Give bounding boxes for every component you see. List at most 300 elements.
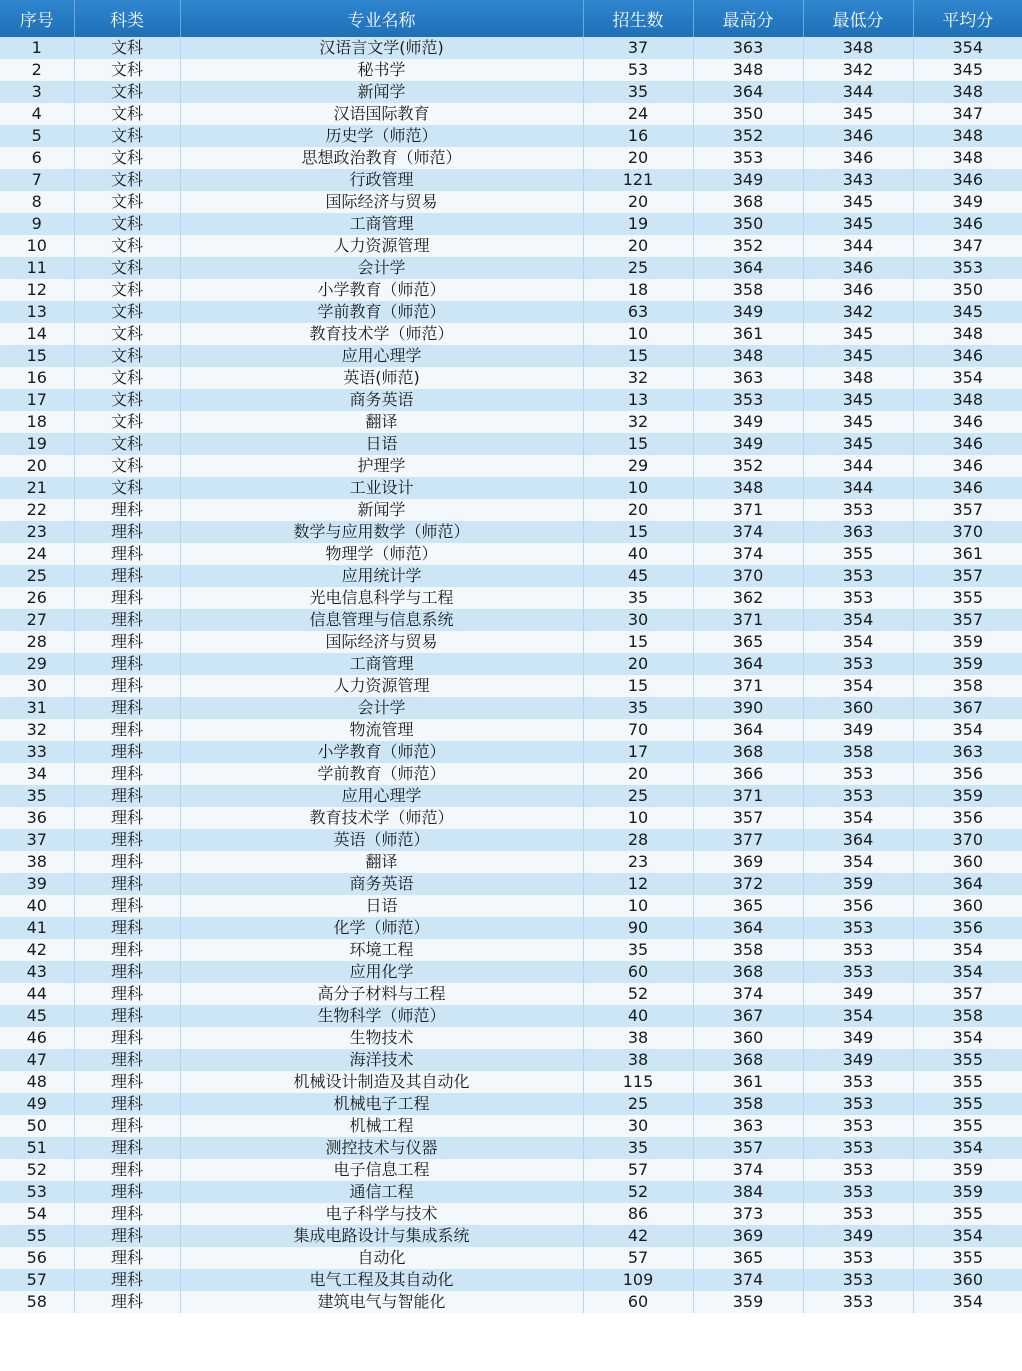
cell-major-name: 数学与应用数学（师范）: [180, 521, 583, 543]
cell-index: 1: [0, 37, 74, 59]
cell-enrollment: 52: [583, 1181, 693, 1203]
cell-average-score: 359: [913, 631, 1022, 653]
cell-lowest-score: 353: [803, 1203, 913, 1225]
cell-major-name: 小学教育（师范）: [180, 279, 583, 301]
cell-lowest-score: 353: [803, 653, 913, 675]
table-row: [0, 653, 1022, 675]
cell-enrollment: 57: [583, 1159, 693, 1181]
cell-category: 文科: [74, 169, 180, 191]
cell-major-name: 教育技术学（师范）: [180, 323, 583, 345]
cell-index: 46: [0, 1027, 74, 1049]
cell-category: 文科: [74, 367, 180, 389]
header-index: 序号: [0, 0, 74, 37]
cell-average-score: 364: [913, 873, 1022, 895]
cell-average-score: 346: [913, 411, 1022, 433]
cell-average-score: 356: [913, 807, 1022, 829]
cell-index: 11: [0, 257, 74, 279]
cell-category: 理科: [74, 741, 180, 763]
cell-lowest-score: 344: [803, 235, 913, 257]
cell-major-name: 自动化: [180, 1247, 583, 1269]
cell-category: 文科: [74, 279, 180, 301]
header-category: 科类: [74, 0, 180, 37]
cell-average-score: 356: [913, 917, 1022, 939]
cell-average-score: 346: [913, 433, 1022, 455]
cell-highest-score: 364: [693, 653, 803, 675]
cell-lowest-score: 356: [803, 895, 913, 917]
cell-enrollment: 25: [583, 257, 693, 279]
cell-lowest-score: 354: [803, 851, 913, 873]
table-row: [0, 895, 1022, 917]
cell-category: 理科: [74, 1159, 180, 1181]
cell-enrollment: 15: [583, 631, 693, 653]
table-row: [0, 587, 1022, 609]
cell-index: 36: [0, 807, 74, 829]
cell-average-score: 370: [913, 521, 1022, 543]
cell-category: 理科: [74, 1291, 180, 1313]
cell-index: 49: [0, 1093, 74, 1115]
cell-highest-score: 374: [693, 521, 803, 543]
cell-enrollment: 20: [583, 763, 693, 785]
cell-category: 理科: [74, 1005, 180, 1027]
cell-category: 文科: [74, 389, 180, 411]
cell-index: 52: [0, 1159, 74, 1181]
cell-major-name: 行政管理: [180, 169, 583, 191]
cell-enrollment: 86: [583, 1203, 693, 1225]
cell-major-name: 应用化学: [180, 961, 583, 983]
cell-average-score: 357: [913, 499, 1022, 521]
cell-enrollment: 23: [583, 851, 693, 873]
cell-highest-score: 363: [693, 367, 803, 389]
cell-enrollment: 35: [583, 1137, 693, 1159]
cell-highest-score: 360: [693, 1027, 803, 1049]
cell-category: 理科: [74, 895, 180, 917]
cell-lowest-score: 353: [803, 961, 913, 983]
cell-lowest-score: 359: [803, 873, 913, 895]
cell-lowest-score: 354: [803, 675, 913, 697]
cell-category: 文科: [74, 477, 180, 499]
cell-category: 理科: [74, 785, 180, 807]
table-row: [0, 829, 1022, 851]
cell-average-score: 347: [913, 235, 1022, 257]
cell-index: 30: [0, 675, 74, 697]
cell-average-score: 348: [913, 125, 1022, 147]
cell-lowest-score: 358: [803, 741, 913, 763]
cell-enrollment: 32: [583, 411, 693, 433]
cell-category: 理科: [74, 1115, 180, 1137]
cell-major-name: 工业设计: [180, 477, 583, 499]
cell-category: 文科: [74, 323, 180, 345]
cell-index: 14: [0, 323, 74, 345]
cell-index: 34: [0, 763, 74, 785]
cell-category: 理科: [74, 807, 180, 829]
table-row: [0, 103, 1022, 125]
cell-average-score: 360: [913, 1269, 1022, 1291]
cell-average-score: 357: [913, 983, 1022, 1005]
table-row: [0, 411, 1022, 433]
cell-lowest-score: 353: [803, 1115, 913, 1137]
cell-index: 19: [0, 433, 74, 455]
cell-highest-score: 357: [693, 807, 803, 829]
cell-lowest-score: 364: [803, 829, 913, 851]
cell-index: 39: [0, 873, 74, 895]
cell-major-name: 应用心理学: [180, 785, 583, 807]
cell-highest-score: 359: [693, 1291, 803, 1313]
cell-major-name: 汉语言文学(师范): [180, 37, 583, 59]
cell-enrollment: 20: [583, 235, 693, 257]
cell-highest-score: 371: [693, 675, 803, 697]
cell-lowest-score: 354: [803, 631, 913, 653]
cell-highest-score: 348: [693, 477, 803, 499]
cell-enrollment: 15: [583, 433, 693, 455]
cell-lowest-score: 353: [803, 1093, 913, 1115]
cell-average-score: 353: [913, 257, 1022, 279]
table-row: [0, 521, 1022, 543]
cell-lowest-score: 345: [803, 213, 913, 235]
cell-category: 理科: [74, 829, 180, 851]
cell-lowest-score: 349: [803, 1027, 913, 1049]
cell-average-score: 345: [913, 301, 1022, 323]
cell-category: 理科: [74, 1203, 180, 1225]
cell-average-score: 358: [913, 675, 1022, 697]
cell-highest-score: 369: [693, 1225, 803, 1247]
table-row: [0, 213, 1022, 235]
table-row: [0, 917, 1022, 939]
cell-index: 32: [0, 719, 74, 741]
cell-highest-score: 363: [693, 37, 803, 59]
cell-index: 57: [0, 1269, 74, 1291]
cell-index: 13: [0, 301, 74, 323]
cell-lowest-score: 343: [803, 169, 913, 191]
cell-major-name: 翻译: [180, 411, 583, 433]
cell-lowest-score: 346: [803, 147, 913, 169]
cell-index: 54: [0, 1203, 74, 1225]
cell-enrollment: 12: [583, 873, 693, 895]
table-row: [0, 1093, 1022, 1115]
cell-highest-score: 361: [693, 1071, 803, 1093]
table-row: [0, 433, 1022, 455]
cell-major-name: 小学教育（师范）: [180, 741, 583, 763]
cell-enrollment: 90: [583, 917, 693, 939]
cell-enrollment: 20: [583, 653, 693, 675]
cell-average-score: 345: [913, 59, 1022, 81]
cell-highest-score: 374: [693, 543, 803, 565]
cell-average-score: 350: [913, 279, 1022, 301]
cell-category: 文科: [74, 301, 180, 323]
cell-average-score: 359: [913, 653, 1022, 675]
cell-index: 41: [0, 917, 74, 939]
cell-enrollment: 38: [583, 1027, 693, 1049]
cell-index: 45: [0, 1005, 74, 1027]
cell-enrollment: 20: [583, 147, 693, 169]
cell-highest-score: 374: [693, 1159, 803, 1181]
cell-lowest-score: 354: [803, 1005, 913, 1027]
cell-major-name: 商务英语: [180, 873, 583, 895]
cell-highest-score: 365: [693, 631, 803, 653]
cell-index: 58: [0, 1291, 74, 1313]
cell-category: 文科: [74, 147, 180, 169]
table-row: [0, 59, 1022, 81]
cell-category: 理科: [74, 1071, 180, 1093]
cell-enrollment: 15: [583, 345, 693, 367]
cell-highest-score: 374: [693, 983, 803, 1005]
cell-lowest-score: 353: [803, 1247, 913, 1269]
cell-highest-score: 367: [693, 1005, 803, 1027]
cell-enrollment: 42: [583, 1225, 693, 1247]
table-row: [0, 147, 1022, 169]
cell-category: 文科: [74, 433, 180, 455]
cell-average-score: 355: [913, 1203, 1022, 1225]
cell-major-name: 英语(师范): [180, 367, 583, 389]
cell-category: 理科: [74, 587, 180, 609]
cell-enrollment: 13: [583, 389, 693, 411]
cell-highest-score: 364: [693, 257, 803, 279]
cell-average-score: 370: [913, 829, 1022, 851]
table-row: [0, 323, 1022, 345]
table-row: [0, 191, 1022, 213]
cell-major-name: 汉语国际教育: [180, 103, 583, 125]
cell-index: 42: [0, 939, 74, 961]
cell-average-score: 346: [913, 477, 1022, 499]
cell-lowest-score: 349: [803, 1049, 913, 1071]
cell-index: 26: [0, 587, 74, 609]
cell-enrollment: 30: [583, 609, 693, 631]
cell-category: 理科: [74, 675, 180, 697]
cell-major-name: 应用统计学: [180, 565, 583, 587]
cell-major-name: 测控技术与仪器: [180, 1137, 583, 1159]
cell-enrollment: 109: [583, 1269, 693, 1291]
cell-enrollment: 16: [583, 125, 693, 147]
cell-major-name: 学前教育（师范）: [180, 301, 583, 323]
cell-index: 50: [0, 1115, 74, 1137]
cell-enrollment: 20: [583, 191, 693, 213]
cell-major-name: 海洋技术: [180, 1049, 583, 1071]
cell-category: 理科: [74, 939, 180, 961]
table-header-row: [0, 0, 1022, 37]
cell-category: 理科: [74, 1093, 180, 1115]
table-row: [0, 367, 1022, 389]
table-row: [0, 1203, 1022, 1225]
cell-index: 31: [0, 697, 74, 719]
cell-category: 文科: [74, 411, 180, 433]
table-row: [0, 1027, 1022, 1049]
cell-enrollment: 37: [583, 37, 693, 59]
cell-lowest-score: 349: [803, 719, 913, 741]
cell-lowest-score: 353: [803, 565, 913, 587]
cell-enrollment: 10: [583, 323, 693, 345]
table-row: [0, 543, 1022, 565]
cell-highest-score: 352: [693, 125, 803, 147]
cell-index: 16: [0, 367, 74, 389]
cell-lowest-score: 353: [803, 1291, 913, 1313]
cell-enrollment: 35: [583, 587, 693, 609]
cell-major-name: 国际经济与贸易: [180, 631, 583, 653]
cell-average-score: 348: [913, 81, 1022, 103]
table-row: [0, 235, 1022, 257]
table-body: [0, 37, 1022, 1313]
cell-highest-score: 364: [693, 917, 803, 939]
cell-average-score: 361: [913, 543, 1022, 565]
cell-average-score: 354: [913, 37, 1022, 59]
cell-enrollment: 35: [583, 81, 693, 103]
cell-category: 文科: [74, 235, 180, 257]
cell-highest-score: 350: [693, 103, 803, 125]
cell-average-score: 354: [913, 719, 1022, 741]
cell-index: 40: [0, 895, 74, 917]
cell-highest-score: 366: [693, 763, 803, 785]
cell-lowest-score: 345: [803, 323, 913, 345]
cell-index: 8: [0, 191, 74, 213]
cell-index: 25: [0, 565, 74, 587]
cell-average-score: 354: [913, 367, 1022, 389]
cell-enrollment: 10: [583, 807, 693, 829]
cell-index: 35: [0, 785, 74, 807]
header-enrollment: 招生数: [583, 0, 693, 37]
table-row: [0, 81, 1022, 103]
cell-lowest-score: 353: [803, 1181, 913, 1203]
cell-major-name: 高分子材料与工程: [180, 983, 583, 1005]
cell-major-name: 秘书学: [180, 59, 583, 81]
cell-average-score: 346: [913, 345, 1022, 367]
cell-index: 23: [0, 521, 74, 543]
cell-index: 44: [0, 983, 74, 1005]
cell-average-score: 348: [913, 389, 1022, 411]
cell-highest-score: 358: [693, 1093, 803, 1115]
cell-category: 理科: [74, 521, 180, 543]
cell-major-name: 会计学: [180, 257, 583, 279]
cell-enrollment: 57: [583, 1247, 693, 1269]
cell-enrollment: 35: [583, 697, 693, 719]
cell-enrollment: 35: [583, 939, 693, 961]
cell-highest-score: 365: [693, 1247, 803, 1269]
cell-index: 22: [0, 499, 74, 521]
cell-lowest-score: 349: [803, 1225, 913, 1247]
cell-highest-score: 353: [693, 389, 803, 411]
cell-major-name: 教育技术学（师范）: [180, 807, 583, 829]
cell-average-score: 358: [913, 1005, 1022, 1027]
cell-index: 56: [0, 1247, 74, 1269]
cell-average-score: 347: [913, 103, 1022, 125]
cell-lowest-score: 353: [803, 785, 913, 807]
cell-highest-score: 353: [693, 147, 803, 169]
cell-average-score: 355: [913, 1115, 1022, 1137]
cell-index: 33: [0, 741, 74, 763]
cell-category: 文科: [74, 257, 180, 279]
cell-average-score: 357: [913, 609, 1022, 631]
cell-lowest-score: 348: [803, 367, 913, 389]
cell-enrollment: 70: [583, 719, 693, 741]
cell-lowest-score: 353: [803, 1269, 913, 1291]
cell-average-score: 356: [913, 763, 1022, 785]
cell-index: 48: [0, 1071, 74, 1093]
table-row: [0, 169, 1022, 191]
table-row: [0, 1247, 1022, 1269]
cell-major-name: 电子科学与技术: [180, 1203, 583, 1225]
cell-index: 17: [0, 389, 74, 411]
table-row: [0, 301, 1022, 323]
header-highest-score: 最高分: [693, 0, 803, 37]
table-row: [0, 389, 1022, 411]
cell-category: 理科: [74, 1247, 180, 1269]
table-row: [0, 741, 1022, 763]
cell-average-score: 355: [913, 1049, 1022, 1071]
table-row: [0, 1225, 1022, 1247]
cell-lowest-score: 344: [803, 455, 913, 477]
table-row: [0, 455, 1022, 477]
cell-category: 理科: [74, 873, 180, 895]
cell-major-name: 日语: [180, 895, 583, 917]
cell-highest-score: 358: [693, 279, 803, 301]
cell-major-name: 应用心理学: [180, 345, 583, 367]
cell-enrollment: 18: [583, 279, 693, 301]
cell-category: 理科: [74, 1049, 180, 1071]
cell-major-name: 英语（师范）: [180, 829, 583, 851]
header-lowest-score: 最低分: [803, 0, 913, 37]
table-row: [0, 851, 1022, 873]
cell-major-name: 历史学（师范）: [180, 125, 583, 147]
cell-lowest-score: 360: [803, 697, 913, 719]
cell-lowest-score: 353: [803, 499, 913, 521]
cell-highest-score: 350: [693, 213, 803, 235]
cell-highest-score: 377: [693, 829, 803, 851]
table-row: [0, 1291, 1022, 1313]
cell-highest-score: 364: [693, 81, 803, 103]
cell-category: 文科: [74, 37, 180, 59]
cell-major-name: 集成电路设计与集成系统: [180, 1225, 583, 1247]
cell-category: 理科: [74, 653, 180, 675]
table-row: [0, 1049, 1022, 1071]
cell-lowest-score: 346: [803, 125, 913, 147]
cell-average-score: 354: [913, 939, 1022, 961]
cell-major-name: 商务英语: [180, 389, 583, 411]
cell-highest-score: 363: [693, 1115, 803, 1137]
cell-enrollment: 24: [583, 103, 693, 125]
cell-index: 37: [0, 829, 74, 851]
cell-major-name: 护理学: [180, 455, 583, 477]
cell-category: 文科: [74, 59, 180, 81]
cell-index: 28: [0, 631, 74, 653]
cell-lowest-score: 345: [803, 389, 913, 411]
cell-index: 18: [0, 411, 74, 433]
cell-average-score: 367: [913, 697, 1022, 719]
cell-average-score: 355: [913, 587, 1022, 609]
table-row: [0, 257, 1022, 279]
cell-category: 理科: [74, 499, 180, 521]
cell-index: 9: [0, 213, 74, 235]
cell-average-score: 354: [913, 1137, 1022, 1159]
cell-lowest-score: 345: [803, 345, 913, 367]
cell-enrollment: 19: [583, 213, 693, 235]
table-row: [0, 939, 1022, 961]
cell-lowest-score: 353: [803, 1071, 913, 1093]
cell-category: 理科: [74, 1027, 180, 1049]
cell-major-name: 新闻学: [180, 81, 583, 103]
cell-category: 理科: [74, 763, 180, 785]
table-row: [0, 1269, 1022, 1291]
table-row: [0, 697, 1022, 719]
table-row: [0, 477, 1022, 499]
cell-major-name: 会计学: [180, 697, 583, 719]
cell-category: 理科: [74, 851, 180, 873]
cell-average-score: 354: [913, 1225, 1022, 1247]
table-row: [0, 499, 1022, 521]
cell-category: 理科: [74, 983, 180, 1005]
cell-enrollment: 52: [583, 983, 693, 1005]
table-row: [0, 983, 1022, 1005]
cell-index: 3: [0, 81, 74, 103]
cell-highest-score: 384: [693, 1181, 803, 1203]
cell-average-score: 355: [913, 1247, 1022, 1269]
cell-highest-score: 352: [693, 235, 803, 257]
